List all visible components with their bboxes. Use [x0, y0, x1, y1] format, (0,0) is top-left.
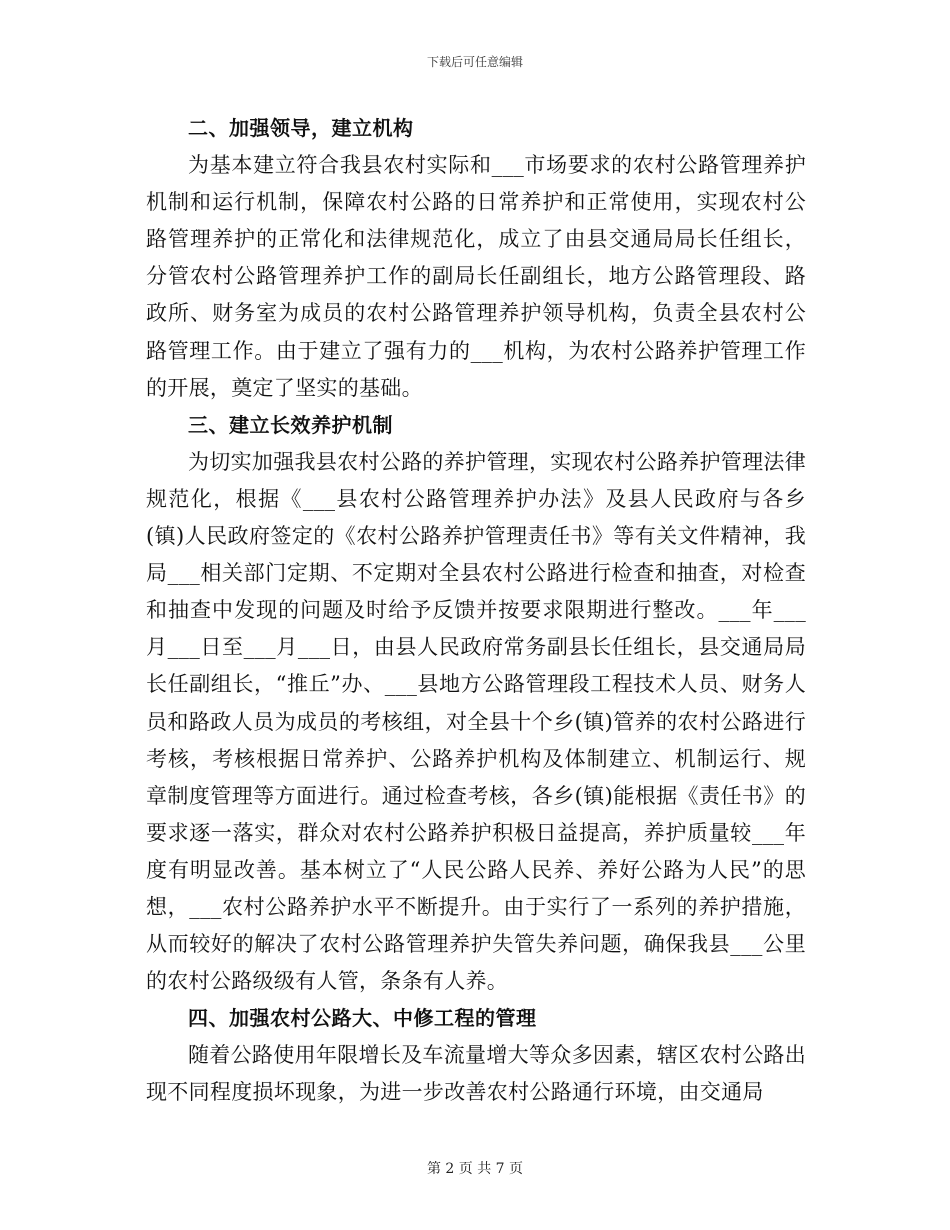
section-2: [146, 110, 806, 407]
section-3: [146, 407, 806, 1001]
section-paragraph: 为基本建立符合我县农村实际和___市场要求的农村公路管理养护机制和运行机制，保障农村公路的日常养护和正常使用，实现农村公路管理养护的正常化和法律规范化，成立了由县交通局局长任组长，分管农村公路管理养护工作的副局长任副组长，地方公路管理段、路政所、财务室为成员的农村公路管理养护领导机构，负责全县农村公路管理工作。由于建立了强有力的___机构，为农村公路养护管理工作的开展，奠定了坚实的基础。: [146, 153, 806, 400]
page-number: 第 2 页 共 7 页: [426, 1161, 524, 1177]
section-heading: 二、加强领导，建立机构: [188, 116, 414, 140]
section-heading: 四、加强农村公路大、中修工程的管理: [188, 1006, 537, 1031]
section-heading: 三、建立长效养护机制: [188, 412, 393, 437]
page-header: 下载后可任意编辑: [426, 55, 523, 69]
document-body: [146, 110, 806, 1112]
section-paragraph: 随着公路使用年限增长及车流量增大等众多因素，辖区农村公路出现不同程度损坏现象，为进一步改善农村公路通行环境，由交通局: [146, 1043, 806, 1105]
section-paragraph: 为切实加强我县农村公路的养护管理，实现农村公路养护管理法律规范化，根据《___县农村公路管理养护办法》及县人民政府与各乡(镇)人民政府签定的《农村公路养护管理责任书》等有关文件精神，我局___相关部门定期、不定期对全县农村公路进行检查和抽查，对检查和抽查中发现的问题及时给予反馈并按要求限期进行整改。___年___月___日至___月___日，由县人民政府常务副县长任组长，县交通局局长任副组长，“推丘”办、___县地方公路管理段工程技术人员、财务人员和路政人员为成员的考核组，对全县十个乡(镇)管养的农村公路进行考核，考核根据日常养护、公路养护机构及体制建立、机制运行、规章制度管理等方面进行。通过检查考核，各乡(镇)能根据《责任书》的要求逐一落实，群众对农村公路养护积极日益提高，养护质量较___年度有明显改善。基本树立了“人民公路人民养、养好公路为人民”的思想，___农村公路养护水平不断提升。由于实行了一系列的养护措施，从而较好的解决了农村公路管理养护失管失养问题，确保我县___公里的农村公路级级有人管，条条有人养。: [146, 449, 806, 994]
section-4: [146, 1000, 806, 1111]
